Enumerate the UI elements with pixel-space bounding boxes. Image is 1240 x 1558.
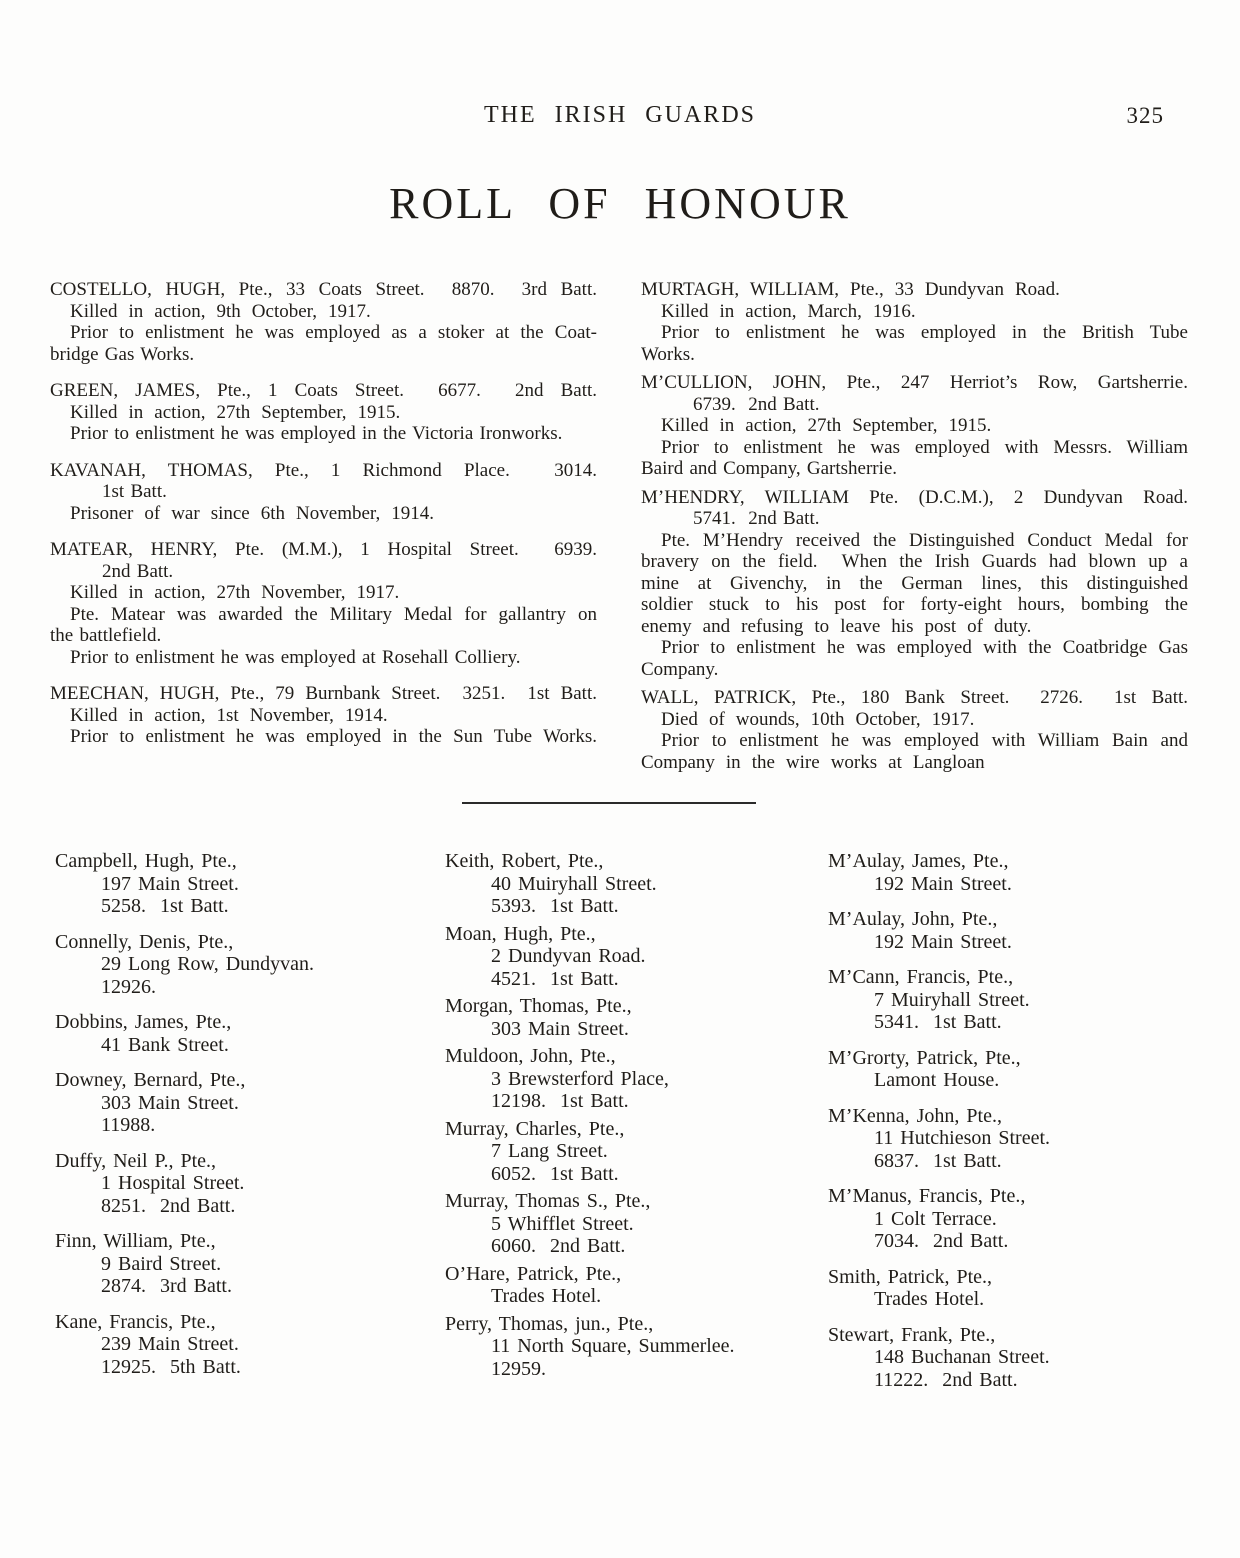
list-entry-detail: Lamont House. [874, 1069, 1000, 1091]
roll-line: Works. [641, 343, 695, 365]
roll-entry [641, 279, 1188, 365]
list-entry-detail: 7034. 2nd Batt. [874, 1230, 1009, 1252]
roll-line: Killed in action, 1st November, 1914. [70, 704, 388, 726]
roll-line: Baird and Company, Gartsherrie. [641, 458, 898, 479]
roll-line: mine at Givenchy, in the German lines, this distinguished [641, 572, 1188, 594]
list-entry-name: Muldoon, John, Pte., [445, 1045, 616, 1067]
roll-line: 2nd Batt. [102, 560, 174, 582]
list-entry-detail: 197 Main Street. [101, 872, 239, 895]
roll-line: 6739. 2nd Batt. [693, 393, 820, 415]
roll-line: M’CULLION, JOHN, Pte., 247 Herriot’s Row, Gartsherrie. [641, 372, 1188, 393]
list-entry-detail: 40 Muiryhall Street. [491, 872, 657, 895]
list-entry-name: Duffy, Neil P., Pte., [55, 1149, 216, 1172]
roll-line: COSTELLO, HUGH, Pte., 33 Coats Street. 8870. 3rd Batt. [50, 279, 597, 300]
list-entry-detail: 5341. 1st Batt. [874, 1011, 1002, 1033]
list-entry [828, 1324, 1200, 1392]
list-entry-name: Murray, Charles, Pte., [445, 1117, 625, 1140]
list-entry-name: Smith, Patrick, Pte., [828, 1265, 992, 1288]
roll-line: bravery on the field. When the Irish Guards had blown up a [641, 551, 1188, 572]
list-entry-detail: 1 Colt Terrace. [874, 1207, 997, 1230]
list-entry-detail: 7 Lang Street. [491, 1140, 608, 1162]
list-entry-name: M’Cann, Francis, Pte., [828, 966, 1014, 988]
list-entry-detail: 2874. 3rd Batt. [101, 1275, 232, 1297]
list-entry [828, 1047, 1200, 1092]
roll-entry [50, 279, 597, 365]
roll-line: MURTAGH, WILLIAM, Pte., 33 Dundyvan Road. [641, 279, 1060, 300]
list-entry [445, 1313, 828, 1381]
roll-line: soldier stuck to his post for forty-eight hours, bombing the [641, 594, 1188, 615]
roll-line: Prior to enlistment he was employed as a stoker at the Coat- [70, 322, 597, 343]
list-entry-detail: 6060. 2nd Batt. [491, 1235, 626, 1257]
roll-line: M’HENDRY, WILLIAM Pte. (D.C.M.), 2 Dundyvan Road. [641, 486, 1188, 508]
list-entry-detail: 303 Main Street. [491, 1017, 629, 1040]
page-title: ROLL OF HONOUR [389, 179, 851, 228]
roll-entry [50, 539, 597, 668]
list-entry [828, 908, 1200, 953]
running-head [0, 102, 1240, 132]
roll-line: the battlefield. [50, 625, 162, 646]
roll-left-column [50, 279, 597, 780]
list-entry-name: Perry, Thomas, jun., Pte., [445, 1312, 654, 1335]
list-entry-detail: 4521. 1st Batt. [491, 967, 619, 990]
roll-line: GREEN, JAMES, Pte., 1 Coats Street. 6677. 2nd Batt. [50, 380, 597, 401]
list-entry-detail: 5393. 1st Batt. [491, 895, 619, 917]
roll-line: Killed in action, 27th September, 1915. [70, 401, 401, 423]
list-entry-detail: 1 Hospital Street. [101, 1172, 245, 1194]
roll-entry [641, 487, 1188, 681]
name-list-column [445, 850, 828, 1404]
list-entry [828, 1105, 1200, 1173]
roll-line: 5741. 2nd Batt. [693, 508, 820, 529]
list-entry-name: Campbell, Hugh, Pte., [55, 850, 237, 872]
list-entry-name: Finn, William, Pte., [55, 1230, 216, 1252]
roll-line: Pte. M’Hendry received the Distinguished Conduct Medal for [661, 529, 1188, 551]
list-entry [55, 1150, 445, 1218]
list-entry-detail: 7 Muiryhall Street. [874, 988, 1030, 1011]
roll-line: Prisoner of war since 6th November, 1914. [70, 502, 435, 524]
list-entry-detail: 41 Bank Street. [101, 1033, 229, 1056]
roll-line: Killed in action, March, 1916. [661, 300, 916, 322]
list-entry [55, 1230, 445, 1298]
list-entry-detail: 9 Baird Street. [101, 1252, 222, 1275]
roll-entry [50, 380, 597, 445]
list-entry [828, 1185, 1200, 1253]
list-entry-name: Downey, Bernard, Pte., [55, 1069, 246, 1091]
list-entry-detail: 3 Brewsterford Place, [491, 1067, 669, 1090]
list-entry-detail: 11 North Square, Summerlee. [491, 1335, 735, 1357]
roll-right-column [641, 279, 1188, 780]
list-entry-name: M’Kenna, John, Pte., [828, 1104, 1002, 1127]
running-title: THE IRISH GUARDS [483, 102, 756, 128]
list-entry [828, 966, 1200, 1034]
list-entry [828, 850, 1200, 895]
roll-line: Company. [641, 658, 719, 680]
list-entry [55, 1311, 445, 1379]
roll-line: enemy and refusing to leave his post of duty. [641, 615, 1032, 637]
list-entry-detail: 303 Main Street. [101, 1091, 239, 1114]
roll-line: Prior to enlistment he was employed with the Coatbridge Gas [661, 637, 1188, 658]
list-entry [445, 850, 828, 918]
list-entry [55, 931, 445, 999]
list-entry [445, 1263, 828, 1308]
list-entry-name: Morgan, Thomas, Pte., [445, 995, 632, 1017]
list-entry-detail: 8251. 2nd Batt. [101, 1194, 236, 1217]
roll-entry [50, 460, 597, 525]
list-entry-name: Keith, Robert, Pte., [445, 850, 604, 872]
list-entry-detail: 12198. 1st Batt. [491, 1090, 629, 1112]
roll-line: Killed in action, 9th October, 1917. [70, 300, 371, 322]
list-entry-detail: 12925. 5th Batt. [101, 1355, 241, 1378]
roll-line: Pte. Matear was awarded the Military Medal for gallantry on [70, 603, 597, 625]
roll-line: Killed in action, 27th November, 1917. [70, 582, 400, 603]
list-entry-detail: Trades Hotel. [874, 1288, 985, 1310]
list-entry-detail: 29 Long Row, Dundyvan. [101, 953, 315, 975]
roll-line: Died of wounds, 10th October, 1917. [661, 708, 975, 730]
list-entry [55, 1011, 445, 1056]
roll-line: Prior to enlistment he was employed in the Sun Tube Works. [70, 726, 597, 747]
list-entry-detail: 5 Whifflet Street. [491, 1212, 634, 1235]
list-entry [55, 1069, 445, 1137]
roll-line: WALL, PATRICK, Pte., 180 Bank Street. 2726. 1st Batt. [641, 687, 1188, 708]
list-entry-detail: 11222. 2nd Batt. [874, 1368, 1018, 1391]
list-entry-name: M’Grorty, Patrick, Pte., [828, 1046, 1021, 1069]
list-entry-detail: 148 Buchanan Street. [874, 1346, 1050, 1368]
section-divider [462, 802, 756, 804]
list-entry [445, 923, 828, 991]
list-entry [445, 1118, 828, 1186]
name-list-column [828, 850, 1200, 1404]
name-list-section [0, 850, 1240, 1404]
list-entry-detail: 2 Dundyvan Road. [491, 945, 646, 967]
list-entry-name: M’Manus, Francis, Pte., [828, 1185, 1026, 1207]
list-entry [445, 1045, 828, 1113]
list-entry-detail: 239 Main Street. [101, 1333, 239, 1355]
roll-line: Killed in action, 27th September, 1915. [661, 415, 992, 436]
roll-line: Company in the wire works at Langloan [641, 751, 985, 773]
roll-line: bridge Gas Works. [50, 343, 195, 365]
roll-line: 1st Batt. [102, 481, 167, 502]
list-entry-detail: 192 Main Street. [874, 872, 1012, 895]
list-entry-name: Kane, Francis, Pte., [55, 1310, 216, 1333]
roll-line: Prior to enlistment he was employed in the Victoria Ironworks. [70, 423, 563, 444]
list-entry-name: Connelly, Denis, Pte., [55, 930, 234, 953]
list-entry-detail: 6837. 1st Batt. [874, 1149, 1002, 1172]
list-entry-name: M’Aulay, James, Pte., [828, 850, 1009, 872]
list-entry-detail: 5258. 1st Batt. [101, 895, 229, 917]
list-entry-detail: 192 Main Street. [874, 930, 1012, 953]
roll-line: Prior to enlistment he was employed in the British Tube [661, 322, 1188, 343]
list-entry [445, 995, 828, 1040]
list-entry-name: O’Hare, Patrick, Pte., [445, 1262, 622, 1285]
roll-line: Prior to enlistment he was employed with William Bain and [661, 730, 1188, 751]
list-entry-name: Stewart, Frank, Pte., [828, 1323, 996, 1346]
roll-entry [50, 683, 597, 748]
list-entry-detail: 12926. [101, 975, 156, 998]
roll-entry [641, 687, 1188, 773]
name-list-column [55, 850, 445, 1404]
list-entry-detail: 11988. [101, 1114, 156, 1136]
list-entry-detail: 6052. 1st Batt. [491, 1162, 619, 1185]
list-entry [828, 1266, 1200, 1311]
list-entry-detail: Trades Hotel. [491, 1285, 602, 1307]
list-entry-detail: 12959. [491, 1357, 546, 1380]
list-entry-detail: 11 Hutchieson Street. [874, 1127, 1051, 1149]
list-entry-name: Dobbins, James, Pte., [55, 1011, 232, 1033]
list-entry [55, 850, 445, 918]
roll-line: Prior to enlistment he was employed with Messrs. William [661, 436, 1188, 458]
roll-line: MATEAR, HENRY, Pte. (M.M.), 1 Hospital Street. 6939. [50, 539, 597, 560]
list-entry-name: Moan, Hugh, Pte., [445, 922, 596, 945]
roll-line: MEECHAN, HUGH, Pte., 79 Burnbank Street. 3251. 1st Batt. [50, 683, 597, 704]
roll-of-honour-section [0, 279, 1240, 780]
list-entry [445, 1190, 828, 1258]
list-entry-name: Murray, Thomas S., Pte., [445, 1190, 651, 1212]
roll-line: KAVANAH, THOMAS, Pte., 1 Richmond Place. 3014. [50, 459, 597, 481]
roll-entry [641, 372, 1188, 480]
roll-line: Prior to enlistment he was employed at Rosehall Colliery. [70, 646, 521, 668]
page-number: 325 [1126, 103, 1164, 128]
list-entry-name: M’Aulay, John, Pte., [828, 908, 998, 930]
